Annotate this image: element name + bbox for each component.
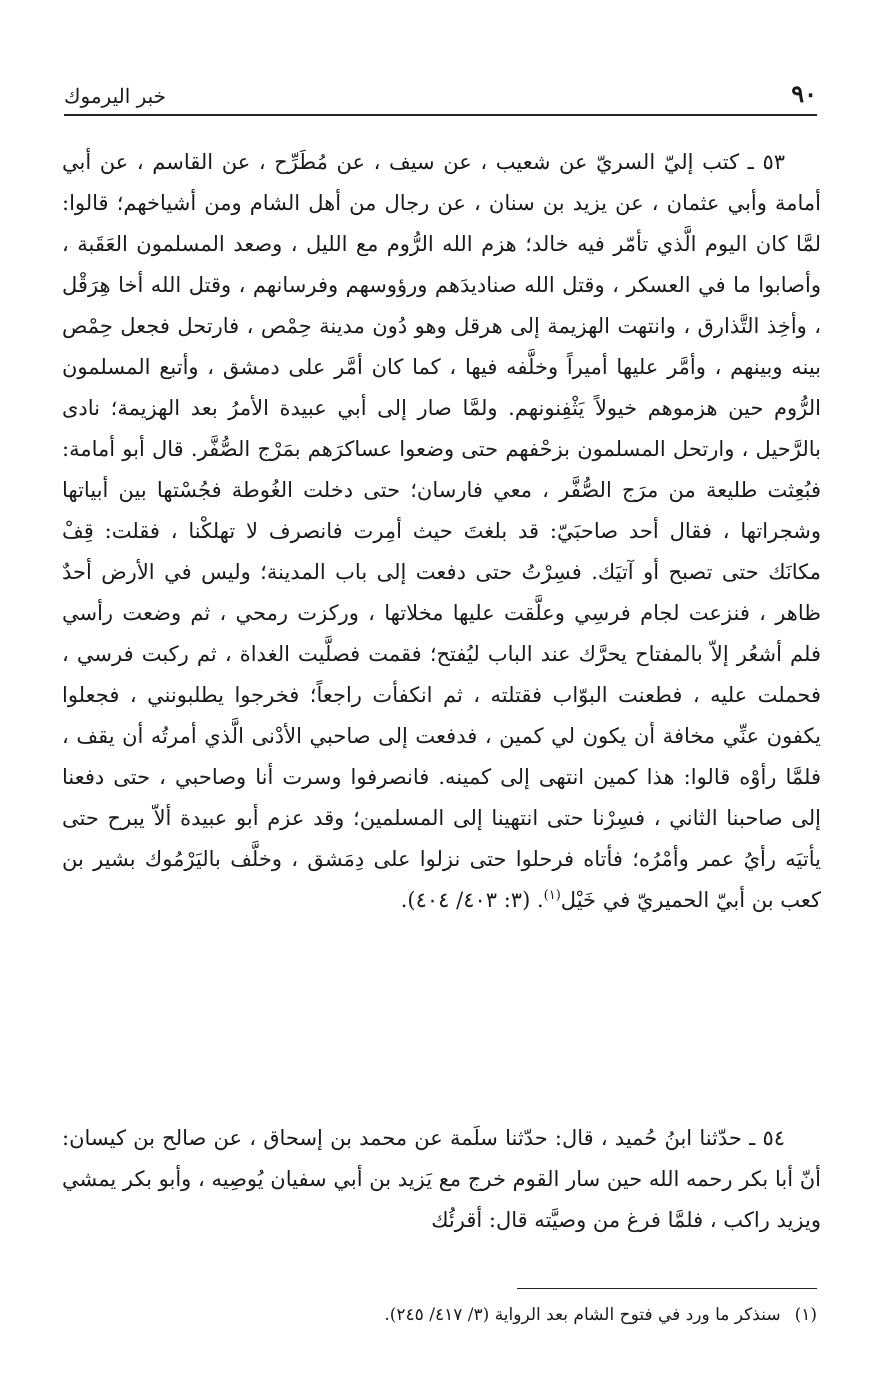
paragraph-53-end: . — [536, 888, 544, 912]
footnote-ref-1[interactable]: (١) — [543, 888, 561, 903]
footnote-text: سنذكر ما ورد في فتوح الشام بعد الرواية (٣/ ٤١٧/ ٢٤٥). — [384, 1305, 781, 1325]
footnote-marker: (١) — [794, 1305, 817, 1325]
paragraph-54-text: ٥٤ ـ حدّثنا ابنُ حُميد ، قال: حدّثنا سلَمة عن محمد بن إسحاق ، عن صالح بن كيسان: أنّ أبا بكر رحمه الله حين سار القوم خرج مع يَزيد بن أبي سفيان يُوصِيه ، وأبو بكر يمشي ويزيد راكب ، فلمَّا فرغ من وصيَّته قال: أقرئُك — [62, 1126, 821, 1232]
paragraph-53-body: ٥٣ ـ كتب إليّ السريّ عن شعيب ، عن سيف ، عن مُطَرِّح ، عن القاسم ، عن أبي أمامة وأبي عثمان ، عن يزيد بن سنان ، عن رجال من أهل الشام ومن أشياخهم؛ قالوا: لمَّا كان اليوم الَّذي تأمّر فيه خالد؛ هزم الله الرُّوم مع الليل ، وصعد المسلمون العَقَبة ، وأصابوا ما في العسكر ، وقتل الله صناديدَهم ورؤوسهم وفرسانهم ، وقتل الله أخا هِرَقْل ، وأخِذ التَّذارق ، وانتهت الهزيمة إلى هرقل وهو دُون مدينة حِمْص ، فارتحل فجعل حِمْص بينه وبينهم ، وأمَّر عليها أميراً وخلَّفه فيها ، كما كان أمَّر على دمشق ، وأتبع المسلمون الرُّوم حين هزموهم خيولاً يَثْفِنونهم. ولمَّا صار إلى أبي عبيدة الأمرُ بعد الهزيمة؛ نادى بالرَّحيل ، وارتحل المسلمون بزحْفهم حتى وضعوا عساكرَهم بمَرْج الصُّفَّر. قال أبو أمامة: فبُعِثت طليعة من مرَج الصُّفَّر ، معي فارسان؛ حتى دخلت الغُوطة فجُسْتها بين أبياتها وشجراتها ، فقال أحد صاحبَيّ: قد بلغتَ حيث أمِرت فانصرف لا تهلكْنا ، فقلت: قِفْ مكانَك حتى تصبح أو آتيَك. فسِرْتُ حتى دفعت إلى باب المدينة؛ وليس في الأرض أحدٌ ظاهر ، فنزعت لجام فرسِي وعلَّقت عليها مخلاتها ، وركزت رمحي ، ثم وضعت رأسي فلم أشعُر إلاّ بالمفتاح يحرَّك عند الباب ليُفتح؛ فقمت فصلَّيت الغداة ، ثم ركبت فرسي ، فحملت عليه ، فطعنت البوّاب فقتلته ، ثم انكفأت راجعاً؛ فخرجوا يطلبونني ، فجعلوا يكفون عنِّي مخافة أن يكون لي كمين ، فدفعت إلى صاحبي الأدْنى الَّذي أمرتُه أن يقف ، فلمَّا رأوْه قالوا: هذا كمين انتهى إلى كمينه. فانصرفوا وسرت أنا وصاحبي ، حتى دفعنا إلى صاحبنا الثاني ، فسِرْنا حتى انتهينا إلى المسلمين؛ وقد عزم أبو عبيدة ألاّ يبرح حتى يأتيَه رأيُ عمر وأمْرُه؛ فأتاه فرحلوا حتى نزلوا على دِمَشق ، وخلَّف باليَرْمُوك بشير بن كعب بن أبيّ الحميريّ في خَيْل — [62, 150, 821, 912]
footnote-1 — [62, 1300, 817, 1330]
header-rule — [64, 114, 817, 116]
paragraph-53-text — [62, 142, 821, 921]
paragraph-53 — [62, 142, 821, 921]
running-title: خبر اليرموك — [64, 84, 167, 108]
footnote-rule — [517, 1288, 817, 1289]
running-head — [64, 72, 817, 108]
paragraph-53-citation: (٣: ٤٠٣/ ٤٠٤). — [400, 888, 531, 912]
paragraph-54 — [62, 1118, 821, 1241]
page-number: ٩٠ — [791, 79, 817, 108]
